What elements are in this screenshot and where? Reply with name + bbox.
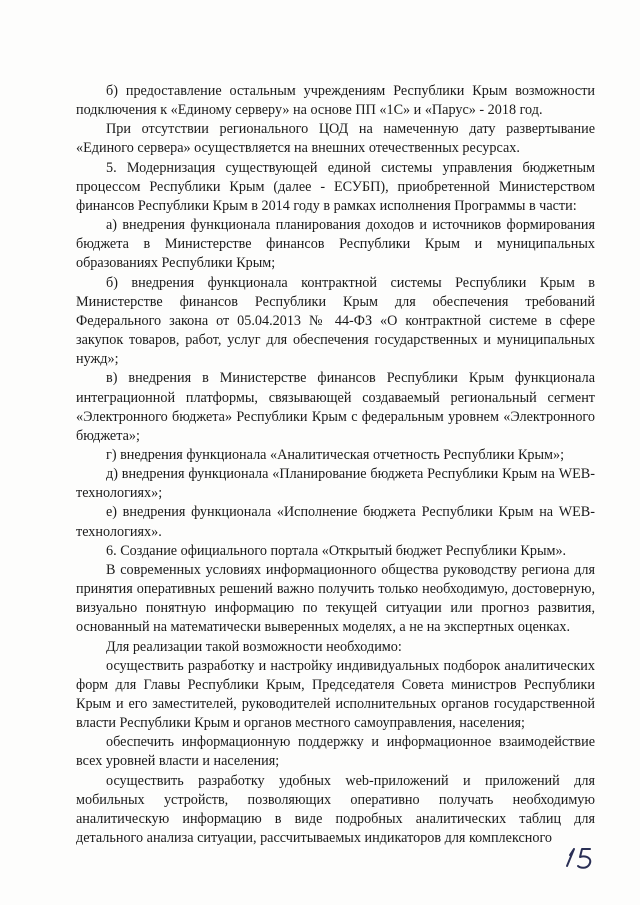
- paragraph-modern-conditions: В современных условиях информационного общества руководству региона для принятия оперативных решений важно получить только необходимую, достоверную, визуально понятную информацию по текущей ситуации или прогноз развития, основанный на математически выверенных моделях, а не на экспертных оценках.: [76, 561, 595, 636]
- digit-1-stroke: [567, 849, 574, 866]
- paragraph-5e-budget-execution-web: е) внедрения функционала «Исполнение бюджета Республики Крым на WEB-технологиях».: [76, 504, 595, 540]
- paragraph-information-support: обеспечить информационную поддержку и информационное взаимодействие всех уровней власти и населения;: [76, 734, 595, 770]
- paragraph-cod-absence: При отсутствии регионального ЦОД на намеченную дату развертывание «Единого сервера» осуществляется на внешних отечественных ресурсах.: [76, 121, 595, 157]
- paragraph-5d-budget-planning-web: д) внедрения функционала «Планирование бюджета Республики Крым на WEB-технологиях»;: [76, 466, 595, 502]
- paragraph-b-server-connection: б) предоставление остальным учреждениям Республики Крым возможности подключения к «Единому серверу» на основе ПП «1С» и «Парус» - 2018 год.: [76, 83, 595, 119]
- handwritten-page-number: [563, 846, 603, 872]
- paragraph-requirements-intro: Для реализации такой возможности необходимо:: [106, 638, 402, 655]
- paragraph-5b-contract-system: б) внедрения функционала контрактной системы Республики Крым в Министерстве финансов Республики Крым для обеспечения требований Федерального закона от 05.04.2013 № 44-ФЗ «О контрактной системе в сфере закупок товаров, работ, услуг для обеспечения государственных и муниципальных нужд»;: [76, 274, 595, 368]
- paragraph-5v-integration-platform: в) внедрения в Министерстве финансов Республики Крым функционала интеграционной платформы, связывающей создаваемый региональный сегмент «Электронного бюджета» Республики Крым с федеральным уровнем «Электронного бюджета»;: [76, 370, 595, 444]
- paragraph-6-open-budget-portal: 6. Создание официального портала «Открытый бюджет Республики Крым».: [106, 542, 567, 559]
- paragraph-5-modernization: 5. Модернизация существующей единой системы управления бюджетным процессом Республики Крым (далее - ЕСУБП), приобретенной Министерством финансов Республики Крым в 2014 году в рамках исполнения Программы в части:: [76, 159, 595, 214]
- paragraph-5a-revenue-planning: а) внедрения функционала планирования доходов и источников формирования бюджета в Министерстве финансов Республики Крым и муниципальных образованиях Республики Крым;: [76, 217, 595, 272]
- paragraph-web-applications: осуществить разработку удобных web-приложений и приложений для мобильных устройств, позволяющих оперативно получать необходимую аналитическую информацию в виде подробных аналитических таблиц для детального анализа ситуации, рассчитываемых индикаторов для комплексного: [76, 772, 595, 847]
- paragraph-5g-analytic-reporting: г) внедрения функционала «Аналитическая отчетность Республики Крым»;: [106, 446, 565, 463]
- document-body: [76, 82, 595, 848]
- digit-5-stroke: [578, 849, 590, 868]
- paragraph-analytic-forms: осуществить разработку и настройку индивидуальных подборок аналитических форм для Главы Республики Крым, Председателя Совета министров Республики Крым и его заместителей, руководителей исполнительных органов государственной власти Республики Крым и органов местного самоуправления, населения;: [76, 657, 595, 732]
